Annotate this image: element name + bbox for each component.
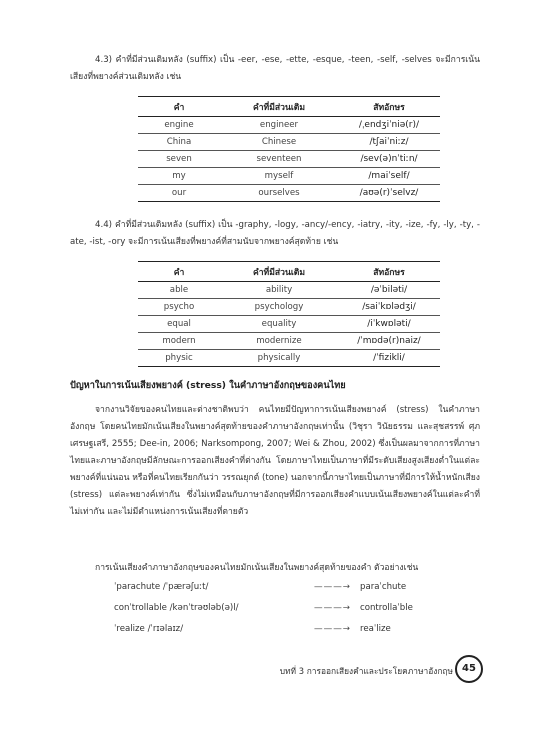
- cell-suffixed-word: engineer: [220, 117, 338, 134]
- header-suffixed-word: คำที่มีส่วนเติม: [220, 97, 338, 117]
- table-header-row: [138, 262, 440, 282]
- cell-word: seven: [138, 151, 220, 168]
- cell-word: China: [138, 134, 220, 151]
- table-row: [138, 350, 440, 367]
- cell-word: engine: [138, 117, 220, 134]
- header-suffixed-word: คำที่มีส่วนเติม: [220, 262, 338, 282]
- cell-suffixed-word: psychology: [220, 299, 338, 316]
- cell-phonetic: /ˈfizikli/: [338, 350, 440, 367]
- paragraph-4-4-text: 4.4) คำที่มีส่วนเติมหลัง (suffix) เป็น -graphy, -logy, -ancy/-ency, -iatry, -ity, -ize, -fy, -ly, -ty, -ate, -ist, -ory จะมีการเน้นเสียงที่พยางค์ที่สามนับจากพยางค์สุดท้าย เช่น: [70, 220, 480, 247]
- cell-phonetic: /saiˈkɒlədʒi/: [338, 299, 440, 316]
- header-word: คำ: [138, 97, 220, 117]
- cell-word: able: [138, 282, 220, 299]
- table-row: [138, 185, 440, 202]
- header-phonetic: สัทอักษร: [338, 97, 440, 117]
- cell-suffixed-word: myself: [220, 168, 338, 185]
- suffix-stress-table-2: [138, 261, 440, 367]
- cell-phonetic: /iˈkwɒləti/: [338, 316, 440, 333]
- example-result: controllaˈble: [360, 603, 413, 613]
- cell-phonetic: /tʃaiˈniːz/: [338, 134, 440, 151]
- example-word: ˈrealize /ˈrɪəlaɪz/: [114, 624, 184, 634]
- cell-word: modern: [138, 333, 220, 350]
- example-word: conˈtrollable /kənˈtrəʊləb(ə)l/: [114, 603, 239, 613]
- cell-phonetic: /sev(ə)nˈtiːn/: [338, 151, 440, 168]
- page-number: 45: [455, 655, 483, 683]
- example-row: [114, 624, 474, 640]
- chapter-footer: บทที่ 3 การออกเสียงคำและประโยคภาษาอังกฤษ: [279, 666, 453, 676]
- arrow-icon: ———→: [314, 624, 351, 634]
- example-row: [114, 603, 474, 619]
- cell-suffixed-word: Chinese: [220, 134, 338, 151]
- table-row: [138, 134, 440, 151]
- table-row: [138, 282, 440, 299]
- paragraph-4-3-text: 4.3) คำที่มีส่วนเติมหลัง (suffix) เป็น -eer, -ese, -ette, -esque, -teen, -self, -selves จะมีการเน้นเสียงที่พยางค์ส่วนเติมหลัง เช่น: [70, 55, 480, 82]
- cell-phonetic: /maiˈself/: [338, 168, 440, 185]
- cell-word: physic: [138, 350, 220, 367]
- table-row: [138, 316, 440, 333]
- table-header-row: [138, 97, 440, 117]
- cell-word: psycho: [138, 299, 220, 316]
- cell-suffixed-word: modernize: [220, 333, 338, 350]
- example-word: ˈparachute /ˈpærəʃuːt/: [114, 582, 209, 592]
- table-row: [138, 333, 440, 350]
- cell-suffixed-word: physically: [220, 350, 338, 367]
- paragraph-4-3: [70, 52, 480, 86]
- table-row: [138, 299, 440, 316]
- cell-phonetic: /əˈbiləti/: [338, 282, 440, 299]
- arrow-icon: ———→: [314, 603, 351, 613]
- example-result: reaˈlize: [360, 624, 391, 634]
- example-result: paraˈchute: [360, 582, 407, 592]
- cell-suffixed-word: ourselves: [220, 185, 338, 202]
- cell-suffixed-word: ability: [220, 282, 338, 299]
- arrow-icon: ———→: [314, 582, 351, 592]
- paragraph-stress-problem: [70, 402, 480, 521]
- cell-word: our: [138, 185, 220, 202]
- table-row: [138, 168, 440, 185]
- example-row: [114, 582, 474, 598]
- header-word: คำ: [138, 262, 220, 282]
- suffix-stress-table-1: [138, 96, 440, 202]
- paragraph-examples-intro: [70, 560, 480, 577]
- cell-suffixed-word: equality: [220, 316, 338, 333]
- cell-word: equal: [138, 316, 220, 333]
- section-heading: ปัญหาในการเน้นเสียงพยางค์ (stress) ในคำภาษาอังกฤษของคนไทย: [70, 380, 346, 391]
- paragraph-4-4: [70, 217, 480, 251]
- table-row: [138, 151, 440, 168]
- paragraph-stress-problem-text: จากงานวิจัยของคนไทยและต่างชาติพบว่า คนไทยมีปัญหาการเน้นเสียงพยางค์ (stress) ในคำภาษาอังกฤษ โดยคนไทยมักเน้นเสียงในพยางค์สุดท้ายของคำภาษาอังกฤษเท่านั้น (วิชุรา วินัยธรรม และสุชสรรพ์ ศุภเศรษฐเสรี, 2555; Dee-in, 2006; Narksompong, 2007; Wei & Zhou, 2002) ซึ่งเป็นผลมาจากการที่ภาษาไทยและภาษาอังกฤษมีลักษณะการออกเสียงคำที่ต่างกัน โดยภาษาไทยเป็นภาษาที่มีระดับเสียงสูงเสียงต่ำในแต่ละพยางค์ที่แน่นอน หรือที่คนไทยเรียกกันว่า วรรณยุกต์ (tone) นอกจากนี้ภาษาไทยเป็นภาษาที่มีการให้น้ำหนักเสียง (stress) แต่ละพยางค์เท่ากัน ซึ่งไม่เหมือนกับภาษาอังกฤษที่มีการออกเสียงคำแบบเน้นเสียงพยางค์ในแต่ละคำที่ไม่เท่ากัน และไม่มีตำแหน่งการเน้นเสียงที่ตายตัว: [70, 405, 480, 517]
- cell-phonetic: /aʊə(r)ˈselvz/: [338, 185, 440, 202]
- cell-phonetic: /ˌendʒiˈniə(r)/: [338, 117, 440, 134]
- cell-phonetic: /ˈmɒdə(r)naiz/: [338, 333, 440, 350]
- paragraph-examples-intro-text: การเน้นเสียงคำภาษาอังกฤษของคนไทยมักเน้นเสียงในพยางค์สุดท้ายของคำ ตัวอย่างเช่น: [95, 563, 419, 573]
- cell-word: my: [138, 168, 220, 185]
- cell-suffixed-word: seventeen: [220, 151, 338, 168]
- table-row: [138, 117, 440, 134]
- header-phonetic: สัทอักษร: [338, 262, 440, 282]
